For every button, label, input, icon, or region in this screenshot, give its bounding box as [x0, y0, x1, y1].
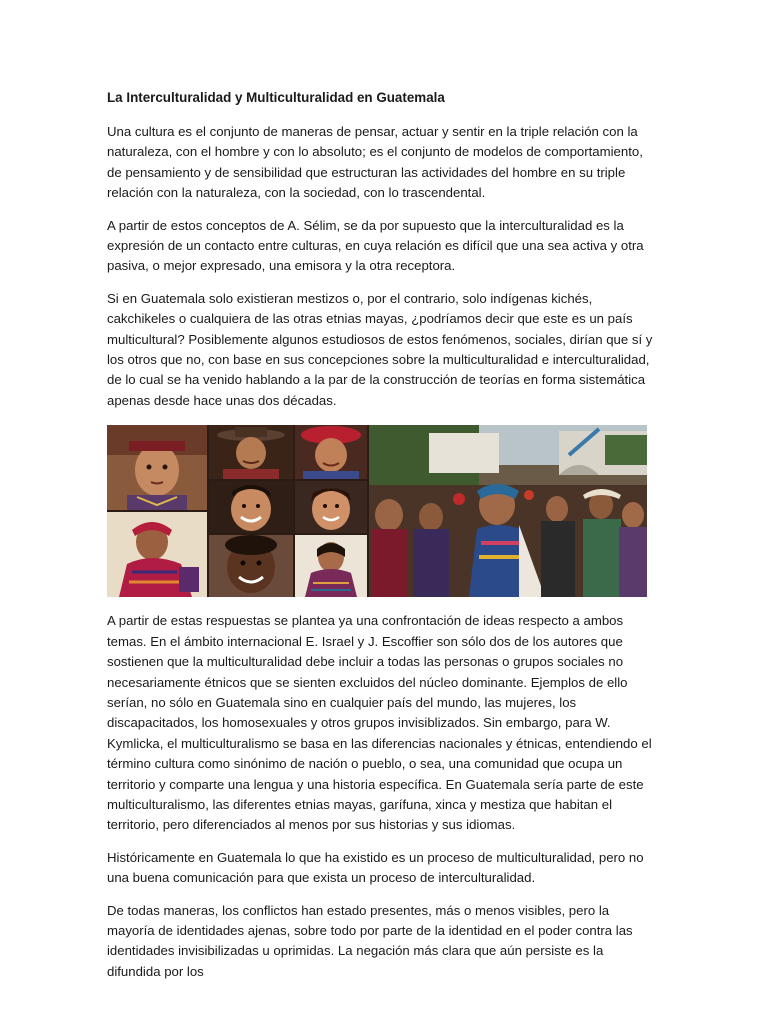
- portrait-woman-photo: [295, 535, 367, 597]
- paragraph-6: De todas maneras, los conflictos han estado presentes, más o menos visibles, pero la mayoría de identidades ajenas, sobre todo por parte de la identidad en el poder contra las identidades invisibilizadas u oprimidas. La negación más clara que aún persiste es la difundida por los: [107, 902, 633, 979]
- paragraph-4: A partir de estas respuestas se plantea ya una confrontación de ideas respecto a ambos temas. En el ámbito internacional E. Israel y J. Escoffier son sólo dos de los autores que sostienen que la multiculturalidad debe incluir a todas las personas o grupos sociales no necesariamente étnicos que se sienten excluidos del núcleo dominante. Ejemplos de ello serían, no sólo en Guatemala sino en cualquier país del mundo, las mujeres, los discapacitados, los homosexuales y otros grupos invisiblizados. Sin embargo, para W. Kymlicka, el multiculturalismo se basa en las diferencias nacionales y étnicas, entendiendo el término cultura como sinónimo de nación o pueblo, o sea, una comunidad que ocupa un territorio y comparte una lengua y una historia específica. En Guatemala sería parte de este multiculturalismo, las diferentes etnias mayas, garífuna, xinca y mestiza que habitan el territorio, pero diferenciados al menos por sus historias y sus idiomas.: [107, 613, 652, 833]
- portrait-woman-headwrap-photo: [295, 425, 367, 479]
- paragraph-5: Históricamente en Guatemala lo que ha existido es un proceso de multiculturalidad, pero no una buena comunicación para que exista un proceso de interculturalidad.: [107, 849, 644, 886]
- portrait-child-photo: [209, 535, 293, 597]
- document-title: La Interculturalidad y Multiculturalidad en Guatemala: [107, 90, 445, 105]
- market-crowd-photo: [369, 425, 647, 597]
- portrait-boy-photo: [209, 481, 293, 533]
- paragraph-1: Una cultura es el conjunto de maneras de pensar, actuar y sentir en la triple relación con la naturaleza, con el hombre y con lo absoluto; es el conjunto de modelos de comportamiento, de pensamiento y de sensibilidad que estructuran las actividades del hombre en su triple relación con la naturaleza, con la sociedad, con lo trascendental.: [107, 124, 643, 201]
- portrait-woman-red-photo: [107, 512, 207, 597]
- document-body: [107, 88, 655, 994]
- portrait-girl-photo: [107, 425, 207, 510]
- paragraph-3: Si en Guatemala solo existieran mestizos o, por el contrario, solo indígenas kichés, cakchikeles o cualquiera de las otras etnias mayas, ¿podríamos decir que este es un país multicultural? Posiblemente algunos estudiosos de estos fenómenos, sociales, dirían que sí y los otros que no, con base en sus concepciones sobre la multiculturalidad e interculturalidad, de lo cual se ha venido hablando a la par de la construcción de teorías en forma sistemática apenas desde hace unas dos décadas.: [107, 290, 653, 408]
- portrait-smiling-girl-photo: [295, 481, 367, 533]
- photo-collage: [107, 425, 647, 597]
- paragraph-2: A partir de estos conceptos de A. Sélim, se da por supuesto que la interculturalidad es la expresión de un contacto entre culturas, en cuya relación es difícil que una sea activa y otra pasiva, o mejor expresado, una emisora y la otra receptora.: [107, 217, 644, 274]
- portrait-man-hat-photo: [209, 425, 293, 479]
